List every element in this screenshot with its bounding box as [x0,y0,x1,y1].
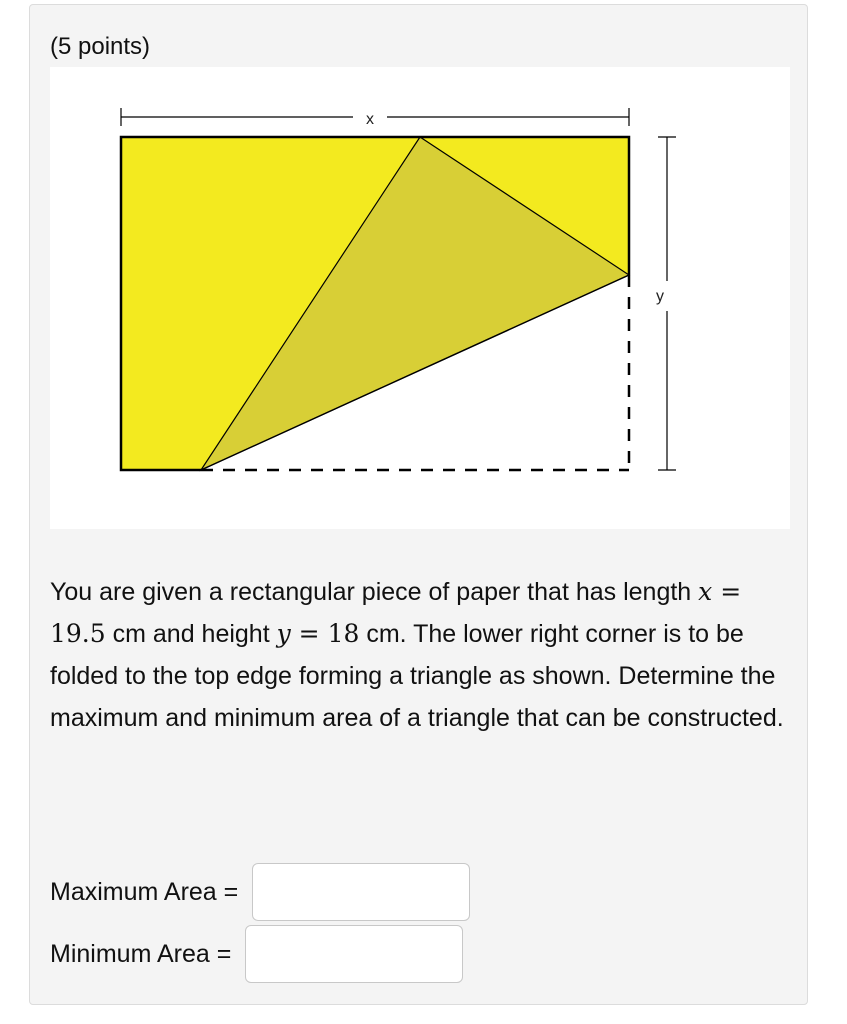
value-y: 18 [327,619,360,648]
maximum-area-row [50,863,470,921]
problem-text-part2: cm and height [105,620,277,648]
fold-diagram-svg [50,67,790,529]
problem-text-part1: You are given a rectangular piece of paper that has length [50,578,699,606]
x-dimension-label: x [366,111,374,128]
points-label: (5 points) [50,33,151,60]
problem-text [50,571,790,739]
y-dimension-label: y [656,288,664,305]
var-y: y [276,619,291,648]
question-card [29,4,808,1005]
fold-diagram [50,67,790,529]
equals-sign-1: = [712,577,742,606]
equals-sign-2: = [290,619,328,648]
value-x: 19.5 [50,619,106,648]
problem-text-part3: cm. The lower right corner is to be folded to the top edge forming a triangle as shown. Determine the maximum and minimum area of a triangle that can be constructed. [50,620,784,732]
minimum-area-row [50,925,463,983]
minimum-area-label: Minimum Area = [50,939,232,968]
minimum-area-input[interactable] [245,925,463,983]
maximum-area-label: Maximum Area = [50,877,239,906]
var-x: x [698,577,713,606]
maximum-area-input[interactable] [252,863,470,921]
